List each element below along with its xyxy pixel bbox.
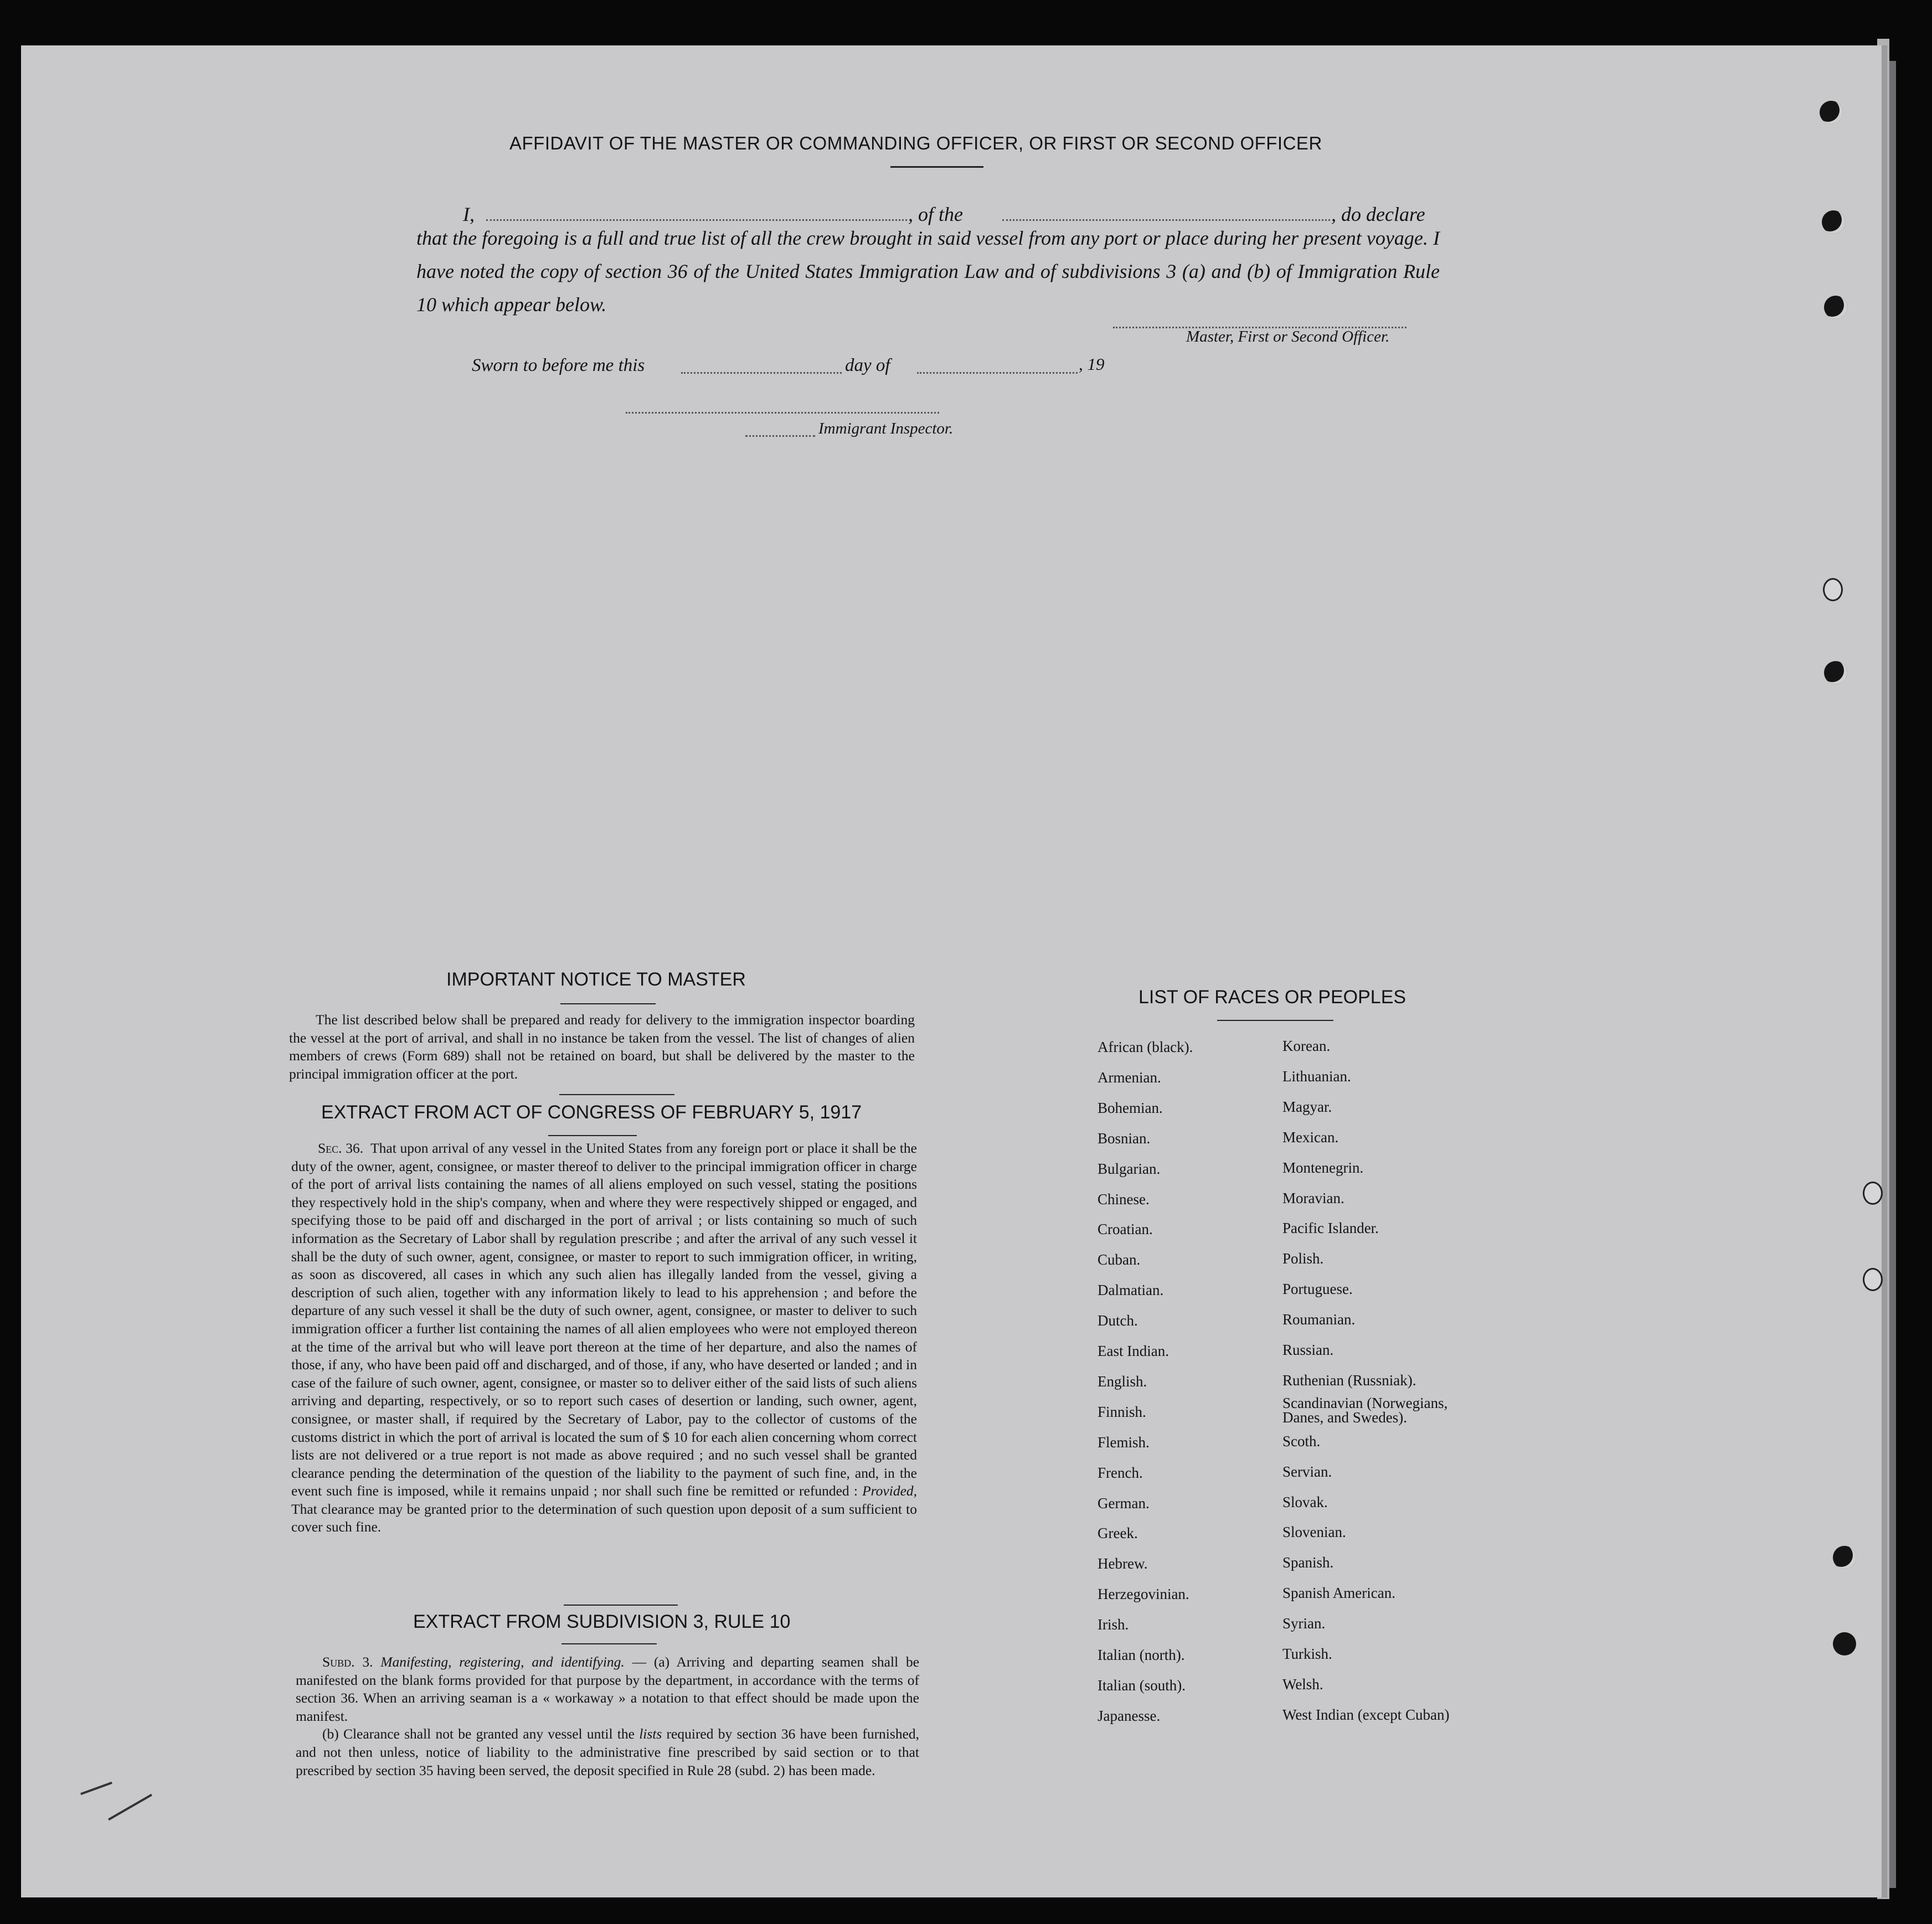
race-item: Korean. [1282,1038,1331,1054]
race-item: Scoth. [1282,1432,1321,1450]
rule-para-b-start: (b) Clearance shall not be granted any vessel until the [322,1726,635,1742]
races-title: LIST OF RACES OR PEOPLES [1138,987,1407,1008]
race-item: Flemish. [1098,1433,1150,1451]
race-item: Cuban. [1098,1251,1141,1268]
race-item: East Indian. [1098,1343,1169,1359]
affidavit-body: that the foregoing is a full and true list of all the crew brought in said vessel from any port or place during her present voyage. I have noted the copy of section 36 of the United States Immigration Law and of subdivisions 3 (a) and (b) of Immigration Rule 10 which appear below. [416,227,1440,316]
sec-label: Sec. 36. [318,1140,364,1156]
race-item: Montenegrin. [1282,1159,1364,1176]
race-item: Spanish. [1282,1554,1334,1571]
inspector-caption: Immigrant Inspector. [818,420,954,437]
race-item: Scandinavian (Norwegians, Danes, and Swedes). [1282,1394,1448,1426]
binder-hole [1822,210,1845,234]
race-item: Ruthenian (Russniak). [1282,1371,1416,1389]
binder-hole [1863,1182,1883,1205]
inspector-signature-line-short [745,435,815,437]
rule-rule [561,1643,657,1644]
race-item: West Indian (except Cuban) [1282,1706,1450,1723]
races-rule [1217,1020,1333,1021]
master-caption: Master, First or Second Officer. [1186,328,1390,345]
race-item: Welsh. [1282,1675,1323,1693]
race-item: German. [1098,1494,1150,1512]
act-body-end: That clearance may be granted prior to the determination of such question upon deposit of a sum sufficient to cover such fine. [291,1500,917,1535]
race-item: Polish. [1282,1250,1324,1267]
binder-hole [1820,101,1843,124]
race-item: Portuguese. [1282,1281,1353,1298]
provided-label: Provided, [862,1483,918,1499]
race-item: Turkish. [1282,1646,1332,1662]
subd-italic: Manifesting, registering, and identifying. [380,1654,625,1670]
race-item: Irish. [1098,1616,1129,1633]
title-rule [890,166,983,168]
race-item: African (black). [1098,1039,1193,1055]
rule-text [296,1653,919,1779]
rule-para-b-end: required by section 36 have been furnished, and not then unless, notice of liability to the administrative fine prescribed by said section or to that prescribed by section 35 having been served, the deposit specified in Rule 28 (subd. 2) has been made. [296,1726,920,1778]
affidavit-line1-mid: , of the [908,203,963,225]
act-divider [564,1605,678,1606]
race-item: Greek. [1098,1525,1138,1542]
sworn-end: , 19 [1079,354,1105,374]
day-blank[interactable] [681,372,842,374]
race-item: Armenian. [1098,1069,1161,1086]
race-item: Bohemian. [1098,1099,1163,1116]
month-blank[interactable] [917,372,1078,374]
act-text [291,1139,917,1536]
race-item: Italian (south). [1098,1677,1186,1694]
race-item: Bulgarian. [1098,1160,1161,1177]
inspector-signature-line[interactable] [626,412,939,414]
affidavit-line1-end: , do declare [1331,203,1425,225]
race-item: Herzegovinian. [1098,1586,1189,1603]
race-item: Servian. [1282,1463,1332,1480]
act-rule [548,1135,637,1136]
race-item: Spanish American. [1282,1585,1395,1602]
name-blank[interactable] [486,219,907,221]
race-item: Dutch. [1098,1312,1138,1329]
notice-divider [559,1094,674,1095]
affidavit-title: AFFIDAVIT OF THE MASTER OR COMMANDING OFFICER, OR FIRST OR SECOND OFFICER [509,133,1322,153]
race-item: Lithuanian. [1282,1067,1351,1085]
affidavit-line1-start: I, [463,203,475,225]
race-item: Bosnian. [1098,1129,1151,1147]
race-item: Syrian. [1282,1615,1326,1632]
race-item: Croatian. [1098,1221,1153,1238]
race-item: Italian (north). [1098,1647,1185,1663]
binder-hole [1823,578,1843,601]
race-item: Japanesse. [1098,1707,1161,1724]
vessel-blank[interactable] [1002,219,1330,221]
document-sheet [21,45,1887,1897]
binder-hole [1863,1268,1883,1291]
sworn-mid: day of [845,355,890,375]
act-body: That upon arrival of any vessel in the United States from any foreign port or place it shall be the duty of the owner, agent, consignee, or master thereof to deliver to the principal immigration officer in charge of the port of arrival lists containing the names of all aliens employed on such vessel, stating the positions they respectively hold in the ship's company, when and where they were respectively shipped or engaged, and specifying those to be paid off and discharged in the port of arrival ; or lists containing so much of such information as the Secretary of Labor shall by regulation prescribe ; and after the arrival of any such vessel it shall be the duty of such owner, agent, consignee, or master to report to such immigration officer, in writing, as soon as discovered, all cases in which any such alien has illegally landed from the vessel, giving a description of such alien, together with any information likely to lead to his apprehension ; and before the departure of any such vessel it shall be the duty of such owner, agent, consignee, or master to deliver to such immigration officer a further list containing the names of all alien employees who were not employed thereon at the time of the arrival but who will leave port thereon at the time of her departure, and also the names of those, if any, who have been paid off and discharged, and of those, if any, who have deserted or landed ; and in case of the failure of such owner, agent, consignee, or master so to deliver either of the said lists of such aliens arriving and departing, respectively, or so to report such cases of desertion or landing, such owner, agent, consignee, or master shall, if required by the Secretary of Labor, pay to the collector of customs of the customs district in which the port of arrival is located the sum of $ 10 for each alien concerning whom correct lists are not delivered or a true report is not made as above required ; and no such vessel shall be granted clearance pending the determination of the question of the liability to the payment of such fine, and, in the event such fine is imposed, while it remains unpaid ; nor shall such fine be remitted or refunded : [291,1140,917,1499]
binder-hole [1824,661,1847,684]
race-item: Roumanian. [1282,1311,1356,1328]
race-item: English. [1098,1373,1147,1390]
race-item: Russian. [1282,1342,1334,1358]
race-item: Pacific Islander. [1282,1220,1379,1237]
rule-title: EXTRACT FROM SUBDIVISION 3, RULE 10 [413,1611,791,1632]
race-item: Dalmatian. [1098,1282,1164,1299]
race-item: Hebrew. [1098,1555,1148,1572]
race-item: Magyar. [1282,1098,1332,1115]
binder-hole [1833,1546,1856,1569]
notice-title: IMPORTANT NOTICE TO MASTER [446,969,746,990]
race-item: Slovenian. [1282,1524,1346,1541]
notice-rule [560,1003,656,1004]
binder-hole [1833,1632,1856,1655]
sworn-start: Sworn to before me this [472,355,645,375]
race-item: Mexican. [1282,1128,1339,1146]
binder-hole [1824,296,1847,319]
race-item: French. [1098,1464,1143,1481]
race-item: Finnish. [1098,1403,1146,1420]
race-item: Moravian. [1282,1189,1344,1206]
rule-para-b-lists: lists [639,1726,662,1742]
rule-para-a: — (a) Arriving and departing seamen shall be manifested on the blank forms provided for that purpose by the department, in accordance with the terms of section 36. When an arriving seaman is a « workaway » a notation to that effect should be made upon the manifest. [296,1654,920,1724]
race-item: Slovak. [1282,1493,1328,1510]
subd-label: Subd. 3. [322,1654,373,1670]
act-title: EXTRACT FROM ACT OF CONGRESS OF FEBRUARY 5, 1917 [321,1102,862,1123]
notice-text: The list described below shall be prepared and ready for delivery to the immigration inspector boarding the vessel at the port of arrival, and shall in no instance be taken from the vessel. The list of changes of alien members of crews (Form 689) shall not be retained on board, but shall be delivered by the master to the principal immigration officer at the port. [289,1012,915,1082]
page-edge-shadow [1889,61,1896,1888]
race-item: Chinese. [1098,1190,1150,1208]
